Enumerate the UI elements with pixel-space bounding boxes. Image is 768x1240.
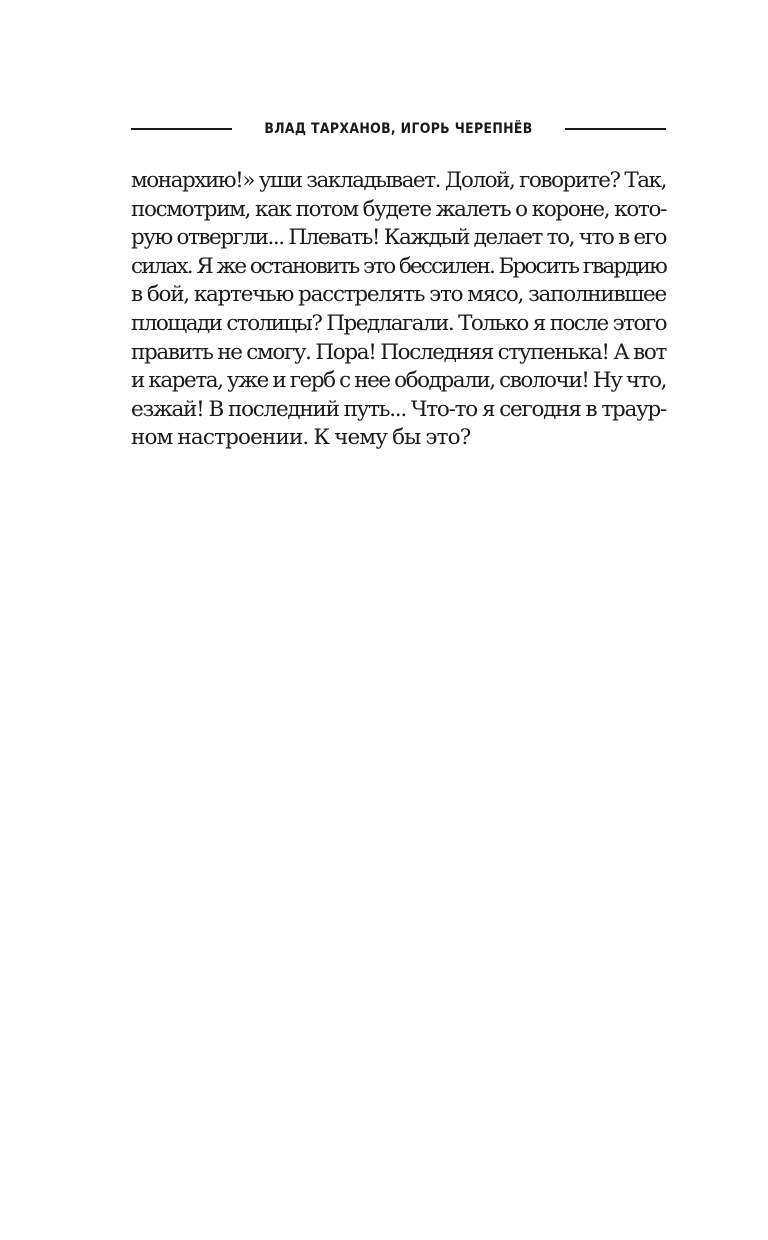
text-line-last: ном настроении. К чему бы это? [131, 425, 471, 451]
text-line: посмотрим, как потом будете жалеть о короне, кото- [131, 196, 666, 222]
text-line: в бой, картечью расстрелять это мясо, заполнившее [131, 282, 666, 308]
running-header [131, 118, 666, 140]
text-line: монархию!» уши закладывает. Долой, говорите? Так, [131, 168, 666, 193]
text-line: езжай! В последний путь... Что-то я сегодня в траур- [131, 396, 666, 422]
text-line: править не смогу. Пора! Последняя ступенька! А вот [131, 339, 666, 365]
text-line: и карета, уже и герб с нее ободрали, сволочи! Ну что, [131, 368, 666, 394]
text-line: рую отвергли... Плевать! Каждый делает то, что в его [131, 225, 666, 251]
header-rule-right [565, 128, 666, 130]
text-line: силах. Я же остановить это бессилен. Бросить гвардию [131, 253, 666, 279]
header-rule-left [131, 128, 232, 130]
body-text [131, 167, 666, 453]
running-title: ВЛАД ТАРХАНОВ, ИГОРЬ ЧЕРЕПНЁВ [264, 121, 533, 137]
text-line: площади столицы? Предлагали. Только я после этого [131, 310, 666, 336]
